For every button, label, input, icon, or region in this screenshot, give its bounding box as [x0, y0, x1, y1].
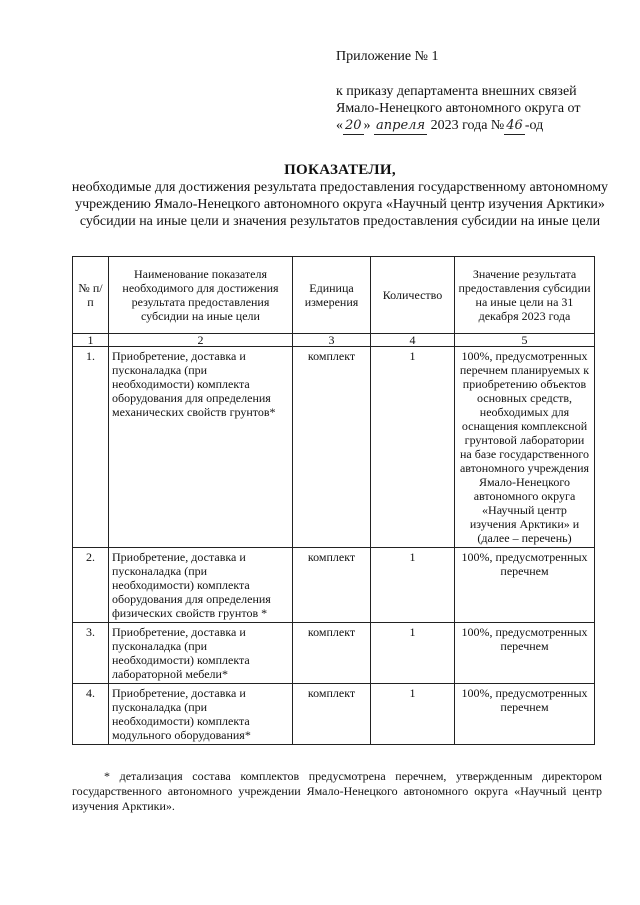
column-number: 3: [293, 334, 371, 347]
table-header-row: [73, 257, 595, 334]
header-num: № п/п: [73, 257, 109, 334]
footnote: * детализация состава комплектов предусмотрена перечнем, утвержденным директором государственного автономного учреждении Ямало-Ненецкого автономного округа «Научный центр изучения Арктики».: [72, 769, 602, 813]
order-day: 20: [345, 118, 362, 133]
row-num: 3.: [73, 623, 109, 684]
row-unit: комплект: [293, 623, 371, 684]
header-value: Значение результата предоставления субсидии на иные цели на 31 декабря 2023 года: [455, 257, 595, 334]
row-qty: 1: [371, 623, 455, 684]
table-row: [73, 684, 595, 745]
appendix-title: Приложение № 1: [336, 49, 439, 64]
order-line-1: к приказу департамента внешних связей: [336, 84, 577, 99]
column-number: 5: [455, 334, 595, 347]
indicators-table: [72, 256, 595, 745]
row-name: Приобретение, доставка и пусконаладка (при необходимости) комплекта оборудования для определения механических свойств грунтов*: [109, 347, 293, 548]
header-name: Наименование показателя необходимого для достижения результата предоставления субсидии на иные цели: [109, 257, 293, 334]
row-value: 100%, предусмотренных перечнем: [455, 623, 595, 684]
row-name: Приобретение, доставка и пусконаладка (при необходимости) комплекта модульного оборудования*: [109, 684, 293, 745]
row-name: Приобретение, доставка и пусконаладка (при необходимости) комплекта оборудования для определения физических свойств грунтов *: [109, 548, 293, 623]
order-line-3: « 20 » апреля 2023 года № 46 -од: [336, 118, 544, 133]
row-name: Приобретение, доставка и пусконаладка (при необходимости) комплекта лабораторной мебели*: [109, 623, 293, 684]
row-num: 4.: [73, 684, 109, 745]
column-number: 4: [371, 334, 455, 347]
document-subtitle: необходимые для достижения результата предоставления государственному автономному учреждению Ямало-Ненецкого автономного округа «Научный центр изучения Арктики» субсидии на иные цели и значения результатов предоставления субсидии на иные цели: [71, 180, 609, 229]
order-suffix: -од: [524, 118, 544, 133]
row-num: 1.: [73, 347, 109, 548]
order-number: 46: [506, 118, 523, 133]
row-qty: 1: [371, 347, 455, 548]
header-unit: Единица измерения: [293, 257, 371, 334]
table-row: [73, 347, 595, 548]
order-line-2: Ямало-Ненецкого автономного округа от: [336, 101, 581, 116]
order-year-text: 2023 года №: [430, 118, 505, 133]
row-value: 100%, предусмотренных перечнем планируемых к приобретению объектов основных средств, необходимых для оснащения комплексной грунтовой лаборатории на базе государственного автономного учреждения Ямало-Ненецкого автономного округа «Научный центр изучения Арктики» и (далее – перечень): [455, 347, 595, 548]
table-row: [73, 623, 595, 684]
row-unit: комплект: [293, 347, 371, 548]
row-qty: 1: [371, 684, 455, 745]
row-value: 100%, предусмотренных перечнем: [455, 684, 595, 745]
table-row: [73, 548, 595, 623]
appendix-block: [336, 48, 626, 135]
header-qty: Количество: [371, 257, 455, 334]
order-month: апреля: [376, 118, 426, 133]
row-unit: комплект: [293, 684, 371, 745]
column-number: 2: [109, 334, 293, 347]
row-num: 2.: [73, 548, 109, 623]
row-qty: 1: [371, 548, 455, 623]
row-value: 100%, предусмотренных перечнем: [455, 548, 595, 623]
document-title: [70, 162, 610, 230]
column-number: 1: [73, 334, 109, 347]
row-unit: комплект: [293, 548, 371, 623]
document-heading: ПОКАЗАТЕЛИ,: [284, 162, 396, 178]
column-numbers-row: [73, 334, 595, 347]
